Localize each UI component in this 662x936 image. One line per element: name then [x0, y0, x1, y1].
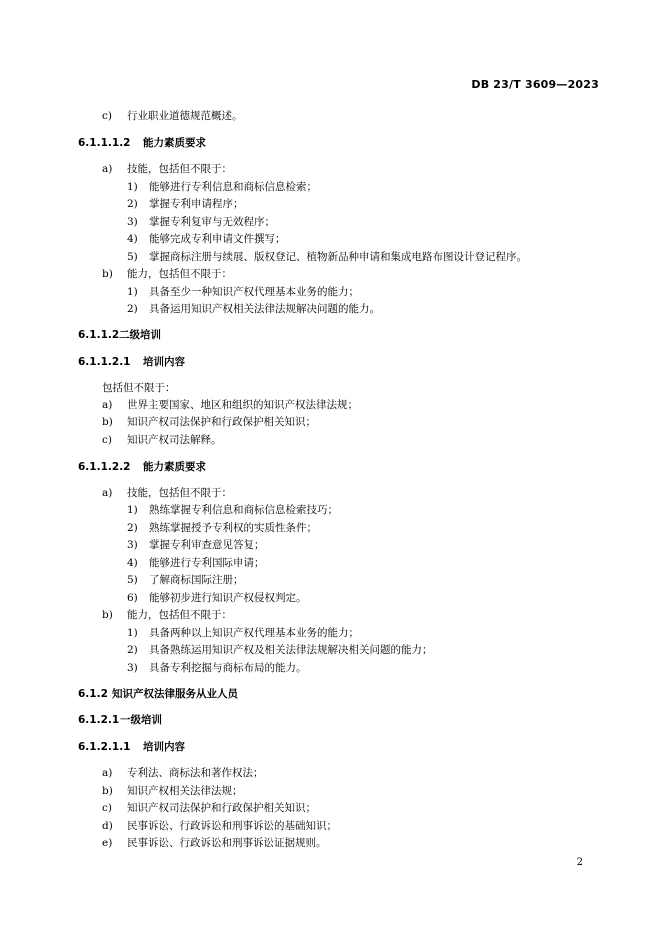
- item-text: 掌握专利复审与无效程序；: [149, 216, 275, 228]
- list-marker: 3): [127, 216, 138, 228]
- list-marker: 4): [127, 233, 138, 245]
- document-id: DB 23/T 3609—2023: [471, 78, 599, 91]
- list-marker: 1): [127, 286, 138, 298]
- section-title: 能力素质要求: [143, 461, 206, 473]
- item-text: 掌握商标注册与续展、版权登记、植物新品种申请和集成电路布图设计登记程序。: [149, 251, 527, 263]
- item-text: 掌握专利申请程序；: [149, 198, 244, 210]
- section-title: 二级培训: [119, 329, 161, 341]
- section-title: 一级培训: [120, 714, 162, 726]
- list-marker: 1): [127, 504, 138, 516]
- item-text: 能够初步进行知识产权侵权判定。: [149, 592, 307, 604]
- item-text: 具备专利挖掘与商标布局的能力。: [149, 662, 307, 674]
- item-text: 熟练掌握授予专利权的实质性条件；: [149, 522, 317, 534]
- item-text: 了解商标国际注册；: [149, 574, 244, 586]
- list-marker: b): [102, 785, 113, 797]
- list-marker: 1): [127, 181, 138, 193]
- item-text: 世界主要国家、地区和组织的知识产权法律法规；: [127, 399, 358, 411]
- item-text: 能够进行专利信息和商标信息检索；: [149, 181, 317, 193]
- section-number: 6.1.1.1.2: [78, 137, 131, 149]
- item-text: 技能，包括但不限于：: [127, 163, 232, 175]
- item-text: 能力，包括但不限于：: [127, 609, 232, 621]
- item-text: 能够完成专利申请文件撰写；: [149, 233, 286, 245]
- item-text: 包括但不限于：: [102, 382, 176, 394]
- item-text: 知识产权司法保护和行政保护相关知识；: [127, 802, 316, 814]
- list-marker: b): [102, 609, 113, 621]
- list-marker: d): [102, 820, 113, 832]
- list-marker: 2): [127, 644, 138, 656]
- list-marker: b): [102, 416, 113, 428]
- list-marker: 6): [127, 592, 138, 604]
- list-marker: 2): [127, 303, 138, 315]
- list-marker: a): [102, 399, 113, 411]
- item-text: 能够进行专利国际申请；: [149, 557, 265, 569]
- section-number: 6.1.2: [78, 688, 108, 700]
- section-title: 培训内容: [143, 741, 185, 753]
- list-marker: a): [102, 163, 113, 175]
- list-marker: a): [102, 487, 113, 499]
- list-marker: b): [102, 268, 113, 280]
- item-text: 民事诉讼、行政诉讼和刑事诉讼证据规则。: [127, 837, 327, 849]
- section-number: 6.1.1.2.2: [78, 461, 131, 473]
- list-marker: e): [102, 837, 113, 849]
- list-marker: 3): [127, 539, 138, 551]
- item-text: 具备两种以上知识产权代理基本业务的能力；: [149, 627, 359, 639]
- section-number: 6.1.2.1.1: [78, 741, 131, 753]
- list-marker: 3): [127, 662, 138, 674]
- item-text: 民事诉讼、行政诉讼和刑事诉讼的基础知识；: [127, 820, 337, 832]
- item-text: 能力，包括但不限于：: [127, 268, 232, 280]
- list-marker: 2): [127, 522, 138, 534]
- item-text: 具备运用知识产权相关法律法规解决问题的能力。: [149, 303, 380, 315]
- section-number: 6.1.1.2: [78, 329, 120, 341]
- list-marker: 5): [127, 574, 138, 586]
- item-text: 具备至少一种知识产权代理基本业务的能力；: [149, 286, 359, 298]
- list-marker: c): [102, 802, 112, 814]
- item-text: 熟练掌握专利信息和商标信息检索技巧；: [149, 504, 338, 516]
- item-text: 知识产权相关法律法规；: [127, 785, 243, 797]
- list-marker: c): [102, 434, 112, 446]
- list-marker: 1): [127, 627, 138, 639]
- list-marker: 4): [127, 557, 138, 569]
- item-text: 知识产权司法解释。: [127, 434, 222, 446]
- item-text: 具备熟练运用知识产权及相关法律法规解决相关问题的能力；: [149, 644, 433, 656]
- section-title: 能力素质要求: [143, 137, 206, 149]
- item-text: 行业职业道德规范概述。: [127, 110, 243, 122]
- list-marker: 2): [127, 198, 138, 210]
- section-title: 知识产权法律服务从业人员: [112, 688, 238, 700]
- section-number: 6.1.1.2.1: [78, 356, 131, 368]
- section-title: 培训内容: [143, 356, 185, 368]
- section-number: 6.1.2.1: [78, 714, 120, 726]
- item-text: 专利法、商标法和著作权法；: [127, 767, 264, 779]
- page-number: 2: [576, 857, 583, 868]
- list-marker: 5): [127, 251, 138, 263]
- list-marker: a): [102, 767, 113, 779]
- list-marker: c): [102, 110, 112, 122]
- item-text: 知识产权司法保护和行政保护相关知识；: [127, 416, 316, 428]
- item-text: 掌握专利审查意见答复；: [149, 539, 265, 551]
- item-text: 技能，包括但不限于：: [127, 487, 232, 499]
